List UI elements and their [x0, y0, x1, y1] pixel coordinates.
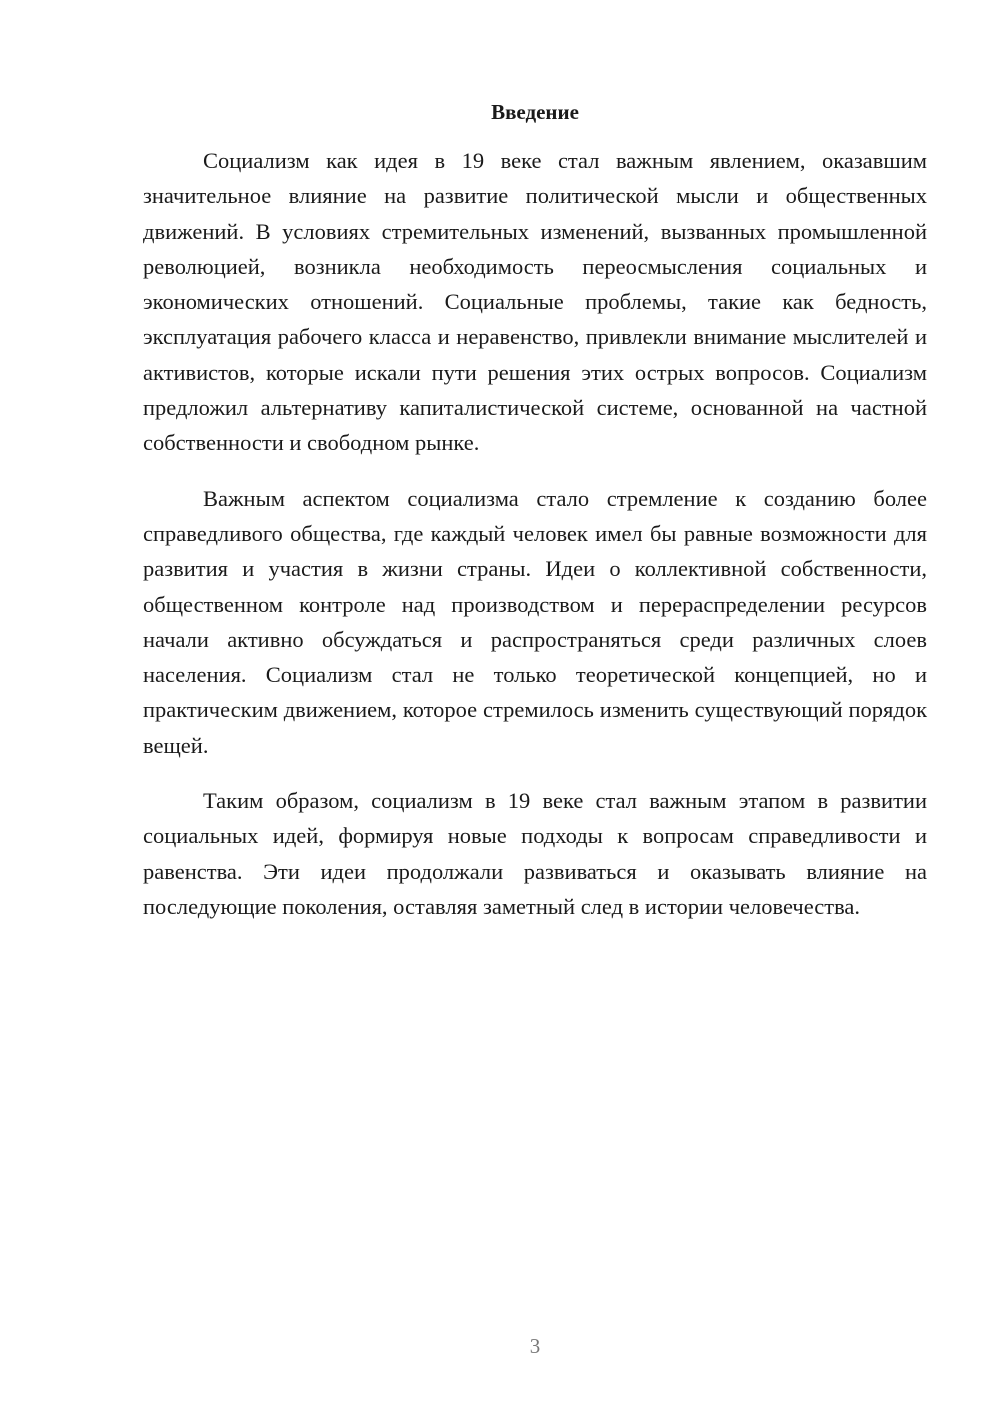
section-heading: Введение [491, 100, 579, 124]
body-text [143, 143, 927, 944]
page-number: 3 [529, 1334, 541, 1358]
paragraph-1: Социализм как идея в 19 веке стал важным явлением, оказавшим значительное влияние на развитие политической мысли и общественных движений. В условиях стремительных изменений, вызванных промышленной революцией, возникла необходимость переосмысления социальных и экономических отношений. Социальные проблемы, такие как бедность, эксплуатация рабочего класса и неравенство, привлекли внимание мыслителей и активистов, которые искали пути решения этих острых вопросов. Социализм предложил альтернативу капиталистической системе, основанной на частной собственности и свободном рынке. [143, 148, 927, 456]
paragraph-2: Важным аспектом социализма стало стремление к созданию более справедливого общества, где каждый человек имел бы равные возможности для развития и участия в жизни страны. Идеи о коллективной собственности, общественном контроле над производством и перераспределении ресурсов начали активно обсуждаться и распространяться среди различных слоев населения. Социализм стал не только теоретической концепцией, но и практическим движением, которое стремилось изменить существующий порядок вещей. [143, 485, 927, 758]
paragraph-3: Таким образом, социализм в 19 веке стал важным этапом в развитии социальных идей, формируя новые подходы к вопросам справедливости и равенства. Эти идеи продолжали развиваться и оказывать влияние на последующие поколения, оставляя заметный след в истории человечества. [143, 788, 927, 919]
